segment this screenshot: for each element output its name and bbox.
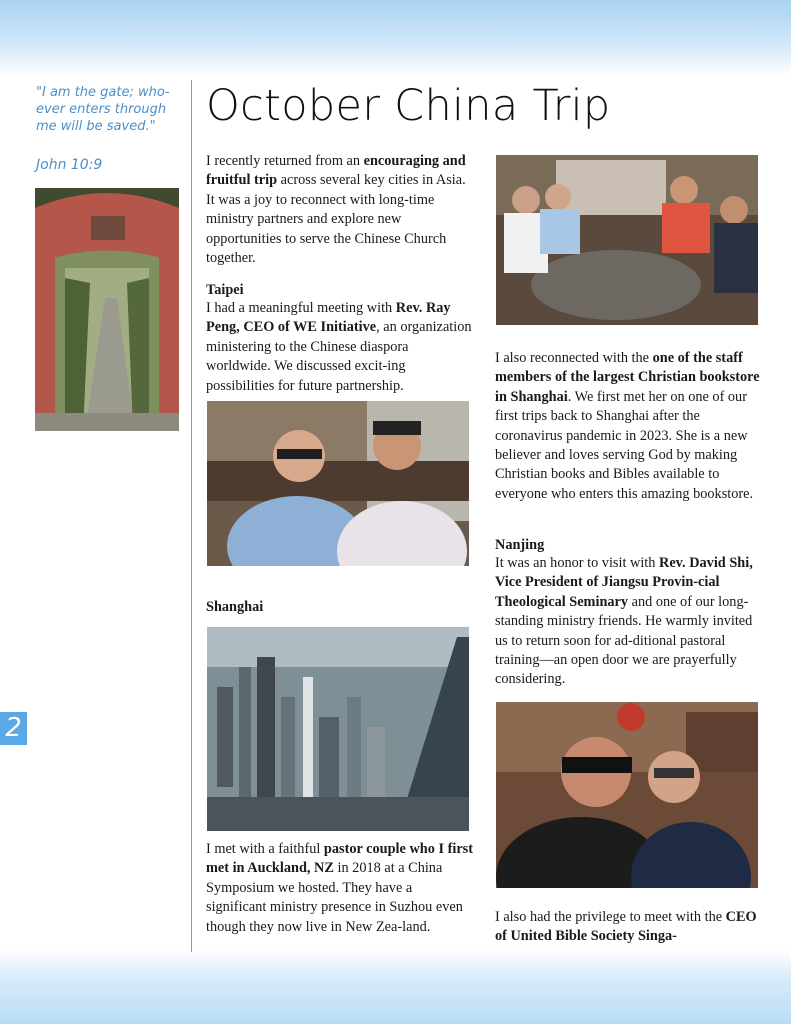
ubs-paragraph: I also had the privilege to meet with the CEO of United Bible Society Singa-	[495, 909, 757, 945]
bookstore-meeting-photo	[496, 155, 758, 325]
intro-paragraph: I recently returned from an encouraging and fruitful trip across several key cities in Asia. It was a joy to reconnect with long-time ministry partners and explore new opportunities to serve the Chinese Church together.	[206, 153, 466, 267]
taipei-photo	[207, 401, 469, 566]
bookstore-paragraph: I also reconnected with the one of the staff members of the largest Christian bookstore in Shanghai. We first met her on one of our first trips back to Shanghai after the coronavirus pandemic in 2023. She is a new believer and loves serving God by making Christian books and Bibles available to everyone who enters this amazing bookstore.	[495, 350, 760, 502]
footer-gradient-band	[0, 950, 791, 1024]
page-title: October China Trip	[206, 81, 611, 131]
column-divider	[191, 80, 192, 952]
shanghai-skyline-photo	[207, 627, 469, 831]
header-gradient-band	[0, 0, 791, 76]
taipei-heading: Taipei	[206, 282, 244, 298]
scripture-quote: "I am the gate; who-ever enters through me will be saved."	[36, 85, 170, 134]
scripture-reference: John 10:9	[36, 157, 103, 173]
gate-photo	[35, 188, 179, 431]
shanghai-paragraph: I met with a faithful pastor couple who I first met in Auckland, NZ in 2018 at a China Symposium we hosted. They have a significant ministry presence in Suzhou even though they now live in New Zea-land.	[206, 841, 473, 935]
page-number: 2	[0, 712, 27, 745]
taipei-paragraph: I had a meaningful meeting with Rev. Ray Peng, CEO of WE Initiative, an organization ministering to the Chinese diaspora worldwide. We discussed excit-ing possibilities for future partnership.	[206, 300, 472, 394]
nanjing-photo	[496, 702, 758, 888]
nanjing-heading: Nanjing	[495, 537, 545, 553]
shanghai-heading: Shanghai	[206, 599, 264, 615]
nanjing-paragraph: It was an honor to visit with Rev. David Shi, Vice President of Jiangsu Provin-cial Theological Seminary and one of our long-standing ministry friends. He warmly invited us to return soon for ad-ditional pastoral training—an open door we are prayerfully considering.	[495, 555, 753, 688]
